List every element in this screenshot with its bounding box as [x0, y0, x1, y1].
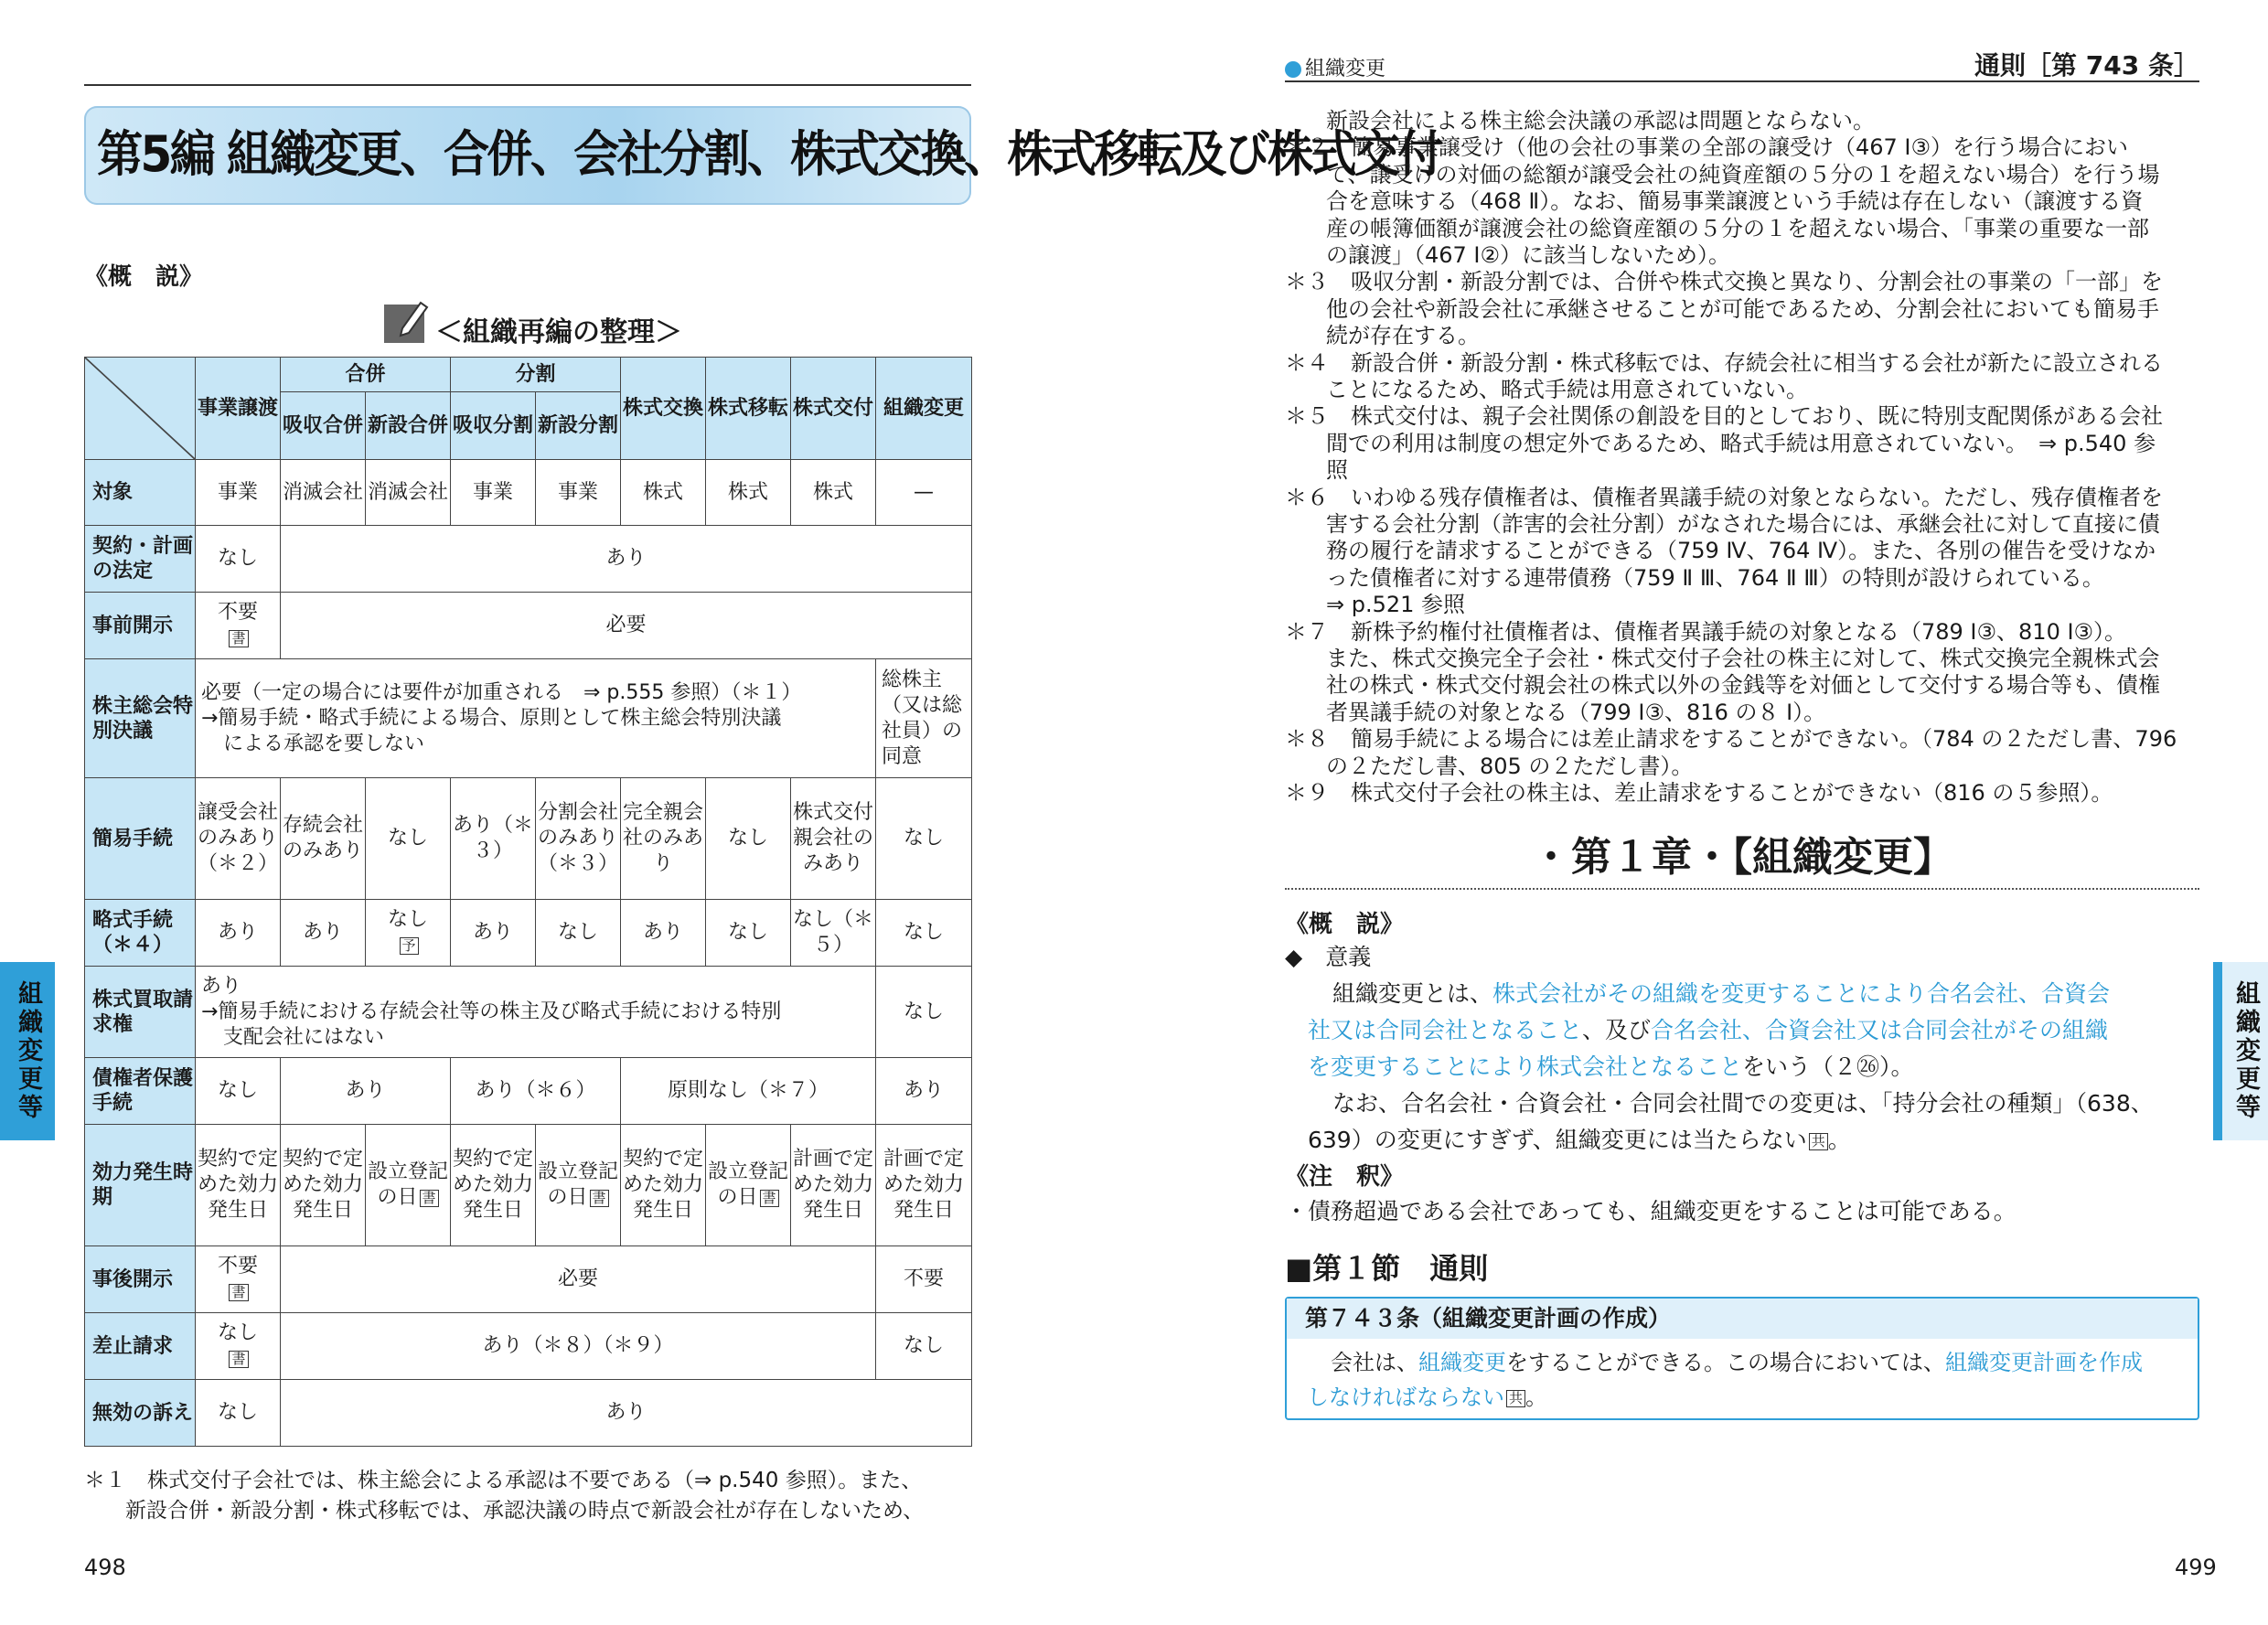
- cell-line: →簡易手続・略式手続による場合、原則として株主総会特別決議: [201, 706, 782, 730]
- highlight-text: 組織変更: [1418, 1350, 1506, 1375]
- reorganization-table: [84, 357, 972, 1447]
- header-section-text: 組織変更: [1305, 58, 1386, 80]
- footnote-line: 務の履行を請求することができる（759 Ⅳ、764 Ⅳ）。また、各別の催告を受けなか: [1326, 538, 2156, 564]
- body-line: [1332, 976, 2110, 1012]
- book-badge: 書: [229, 1351, 248, 1368]
- table-cell: あり（＊８）（＊９）: [281, 1313, 876, 1380]
- table-cell: なし: [196, 1380, 281, 1447]
- table-cell: なし: [706, 778, 791, 900]
- section-gaisetsu: 《概 説》: [1285, 911, 1405, 938]
- table-cell: 消滅会社: [281, 460, 366, 526]
- footnote-line: 合を意味する（468 Ⅱ）。なお、簡易事業譲渡という手続は存在しない（譲渡する資: [1326, 188, 2144, 215]
- body-line: [1308, 1012, 2108, 1049]
- table-cell: なし: [876, 1313, 972, 1380]
- cell-text: 設立登記の日: [368, 1160, 449, 1209]
- footnote-line: 産の帳簿価額が譲渡会社の総資産額の５分の１を超えない場合、「事業の重要な一部: [1326, 215, 2149, 241]
- header-kyuushuu-gappei: 吸収合併: [281, 392, 366, 460]
- table-cell: あり: [281, 526, 972, 593]
- table-cell: あり: [876, 1058, 972, 1125]
- footnote-line: ＊４ 新設合併・新設分割・株式移転では、存続会社に相当する会社が新たに設立される: [1285, 349, 2163, 376]
- row-label: 簡易手続: [85, 778, 196, 900]
- highlight-text: を変更することにより株式会社となること: [1308, 1053, 1743, 1080]
- footnote-line: ＊５ 株式交付は、親子会社関係の創設を目的としており、既に特別支配関係がある会社: [1285, 403, 2163, 430]
- table-cell: なし: [196, 1058, 281, 1125]
- table-row: [85, 460, 972, 526]
- footnote-line: 他の会社や新設会社に承継させることが可能であるため、分割会社においても簡易手: [1326, 295, 2160, 322]
- table-cell: 事業: [196, 460, 281, 526]
- table-cell: あり: [196, 900, 281, 967]
- table-cell: [366, 900, 451, 967]
- footnote-line: の譲渡」（467 Ⅰ②）に該当しないため）。: [1326, 242, 1731, 268]
- header-koufu: 株式交付: [791, 358, 876, 460]
- table-cell: 株式: [621, 460, 706, 526]
- table-cell: 契約で定めた効力発生日: [451, 1125, 536, 1246]
- row-label: 事後開示: [85, 1246, 196, 1313]
- table-row: [85, 778, 972, 900]
- text-run: をすることができる。この場合においては、: [1506, 1350, 1945, 1375]
- footnote-line: の２ただし書、805 の２ただし書）。: [1326, 753, 1694, 779]
- table-cell: なし: [196, 526, 281, 593]
- table-cell: [196, 1313, 281, 1380]
- section-chuushaku: 《注 釈》: [1285, 1163, 1405, 1191]
- book-badge: 書: [760, 1190, 779, 1207]
- body-line: 639）の変更にすぎず、組織変更には当たらない 共 。: [1308, 1127, 1851, 1153]
- book-badge: 書: [229, 630, 248, 647]
- bullet-icon: [1285, 61, 1301, 78]
- table-cell: 完全親会社のみあり: [621, 778, 706, 900]
- part-banner: [84, 106, 1441, 205]
- footnote-line: ＊９ 株式交付子会社の株主は、差止請求をすることができない（816 の５参照）。: [1285, 780, 2113, 806]
- article-box: [1285, 1297, 2199, 1420]
- body-line: ・債務超過である会社であっても、組織変更をすることは可能である。: [1285, 1198, 2017, 1224]
- table-row: [85, 1380, 972, 1447]
- text-run: 、及び: [1582, 1017, 1652, 1043]
- table-cell: 株式: [791, 460, 876, 526]
- highlight-text: しなければならない: [1307, 1384, 1504, 1410]
- body-line: [1308, 1049, 1914, 1085]
- footnote-line: ＊７ 新株予約権付社債権者は、債権者異議手続の対象となる（789 Ⅰ③、810 Ⅰ③）。: [1285, 618, 2127, 645]
- table-row: [85, 1313, 972, 1380]
- table-cell: 株式: [706, 460, 791, 526]
- footnote-line: 新設会社による株主総会決議の承認は問題とならない。: [1326, 108, 1875, 134]
- footnote-line: ＊２ 簡易事業譲受け（他の会社の事業の全部の譲受け（467 Ⅰ③）を行う場合におい: [1285, 134, 2129, 161]
- footnote-line: て、譲受けの対価の総額が譲受会社の純資産額の５分の１を超えない場合）を行う場: [1326, 161, 2160, 187]
- table-cell: 契約で定めた効力発生日: [281, 1125, 366, 1246]
- table-cell: 契約で定めた効力発生日: [196, 1125, 281, 1246]
- header-shinsetsu-bunkatsu: 新設分割: [536, 392, 621, 460]
- table-cell: —: [876, 460, 972, 526]
- row-label: 無効の訴え: [85, 1380, 196, 1447]
- footnote-line: 新設合併・新設分割・株式移転では、承認決議の時点で新設会社が存在しないため、: [125, 1499, 925, 1523]
- header-kyuushuu-bunkatsu: 吸収分割: [451, 392, 536, 460]
- footnote-line: ＊３ 吸収分割・新設分割では、合併や株式交換と異なり、分割会社の事業の「一部」を: [1285, 269, 2163, 295]
- footnote-line: った債権者に対する連帯債務（759 Ⅱ Ⅲ、764 Ⅱ Ⅲ）の特則が設けられている。: [1326, 564, 2104, 591]
- row-label: 対象: [85, 460, 196, 526]
- footnote-line: また、株式交換完全子会社・株式交付子会社の株主に対して、株式交換完全親株式会: [1326, 646, 2160, 671]
- table-cell: 計画で定めた効力発生日: [791, 1125, 876, 1246]
- row-label: 効力発生時期: [85, 1125, 196, 1246]
- row-label: 債権者保護手続: [85, 1058, 196, 1125]
- table-cell: あり: [281, 1380, 972, 1447]
- table-cell: [196, 659, 876, 778]
- header-article: 通則［第 743 条］: [1974, 50, 2199, 80]
- running-header: [1285, 51, 2199, 82]
- table-cell: あり: [281, 1058, 451, 1125]
- cell-text: 不要: [217, 1255, 258, 1278]
- table-cell: あり: [281, 900, 366, 967]
- table-row: [85, 900, 972, 967]
- cell-text: なし: [217, 1321, 258, 1344]
- header-section: [1285, 53, 1385, 81]
- body-line: なお、合名会社・合資会社・合同会社間での変更は、「持分会社の種類」（638、: [1332, 1090, 2154, 1117]
- highlight-text: 合名会社、合資会社又は合同会社がその組織: [1651, 1017, 2109, 1043]
- table-cell: なし: [706, 900, 791, 967]
- page-number: 498: [84, 1555, 126, 1580]
- book-badge: 書: [590, 1190, 609, 1207]
- table-row: [85, 1246, 972, 1313]
- row-label: 差止請求: [85, 1313, 196, 1380]
- page-number: 499: [2175, 1555, 2217, 1580]
- table-cell: 消滅会社: [366, 460, 451, 526]
- table-row: [85, 1125, 972, 1246]
- footnote-line: 間での利用は制度の想定外であるため、略式手続は用意されていない。 ⇒ p.540 参: [1326, 430, 2156, 456]
- book-badge: 書: [420, 1190, 439, 1207]
- table-cell: [196, 593, 281, 659]
- table-cell: [196, 967, 876, 1058]
- article-line: [1307, 1379, 1547, 1416]
- header-gappei: 合併: [281, 358, 451, 392]
- text-run: 639）の変更にすぎず、組織変更には当たらない: [1308, 1127, 1807, 1153]
- table-cell: なし: [876, 778, 972, 900]
- cell-text: 設立登記の日: [538, 1160, 619, 1209]
- cell-text: 設立登記の日: [708, 1160, 789, 1209]
- pencil-icon: [384, 297, 430, 343]
- footnote-line: ＊６ いわゆる残存債権者は、債権者異議手続の対象とならない。ただし、残存債権者を: [1285, 484, 2163, 510]
- table-cell: [536, 1125, 621, 1246]
- cell-text: 不要: [217, 601, 258, 624]
- table-cell: 不要: [876, 1246, 972, 1313]
- table-cell: なし: [876, 967, 972, 1058]
- corner-cell: [85, 358, 196, 460]
- side-tab: 組織変更等: [2213, 962, 2268, 1140]
- article-title: 第７４３条（組織変更計画の作成）: [1287, 1299, 2198, 1339]
- table-cell: なし: [536, 900, 621, 967]
- table-cell: なし: [876, 900, 972, 967]
- common-badge: 共: [1809, 1133, 1828, 1150]
- footnote-line: 続が存在する。: [1326, 323, 1480, 349]
- footnote-line: 社の株式・株式交付親会社の株式以外の金銭等を対価として交付する場合等も、債権: [1326, 672, 2160, 699]
- side-tab: 組織変更等: [0, 962, 55, 1140]
- table-row: [85, 526, 972, 593]
- text-run: をいう（２㉖）。: [1742, 1053, 1914, 1080]
- table-row: [85, 967, 972, 1058]
- cell-line: 支配会社にはない: [223, 1025, 385, 1049]
- row-label: 契約・計画の法定: [85, 526, 196, 593]
- table-row: [85, 593, 972, 659]
- table-cell: 計画で定めた効力発生日: [876, 1125, 972, 1246]
- header-koukan: 株式交換: [621, 358, 706, 460]
- table-cell: 存続会社のみあり: [281, 778, 366, 900]
- table-cell: 必要: [281, 593, 972, 659]
- cell-line: による承認を要しない: [223, 732, 425, 755]
- article-line: [1331, 1344, 2143, 1381]
- table-cell: 事業: [536, 460, 621, 526]
- table-title: ＜組織再編の整理＞: [435, 316, 682, 348]
- row-label: 株式買取請求権: [85, 967, 196, 1058]
- text-run: 会社は、: [1331, 1350, 1418, 1375]
- part-title: 第5編 組織変更、合併、会社分割、株式交換、株式移転及び株式交付: [97, 125, 1441, 183]
- header-iten: 株式移転: [706, 358, 791, 460]
- header-bunkatsu: 分割: [451, 358, 621, 392]
- cell-line: 必要（一定の場合には要件が加重される ⇒ p.555 参照）（＊１）: [201, 680, 802, 704]
- table-cell: なし: [366, 778, 451, 900]
- header-shinsetsu-gappei: 新設合併: [366, 392, 451, 460]
- header-henkou: 組織変更: [876, 358, 972, 460]
- table-cell: 契約で定めた効力発生日: [621, 1125, 706, 1246]
- text-run: 。: [1525, 1384, 1548, 1410]
- table-cell: 譲受会社のみあり（＊２）: [196, 778, 281, 900]
- cell-text: なし: [388, 908, 429, 931]
- footnote-line: 者異議手続の対象となる（799 Ⅰ③、816 の８ Ⅰ）。: [1326, 699, 1826, 725]
- row-label: 事前開示: [85, 593, 196, 659]
- table-cell: 総株主（又は総社員）の同意: [876, 659, 972, 778]
- section-heading: 《概 説》: [84, 263, 204, 291]
- table-cell: あり（＊６）: [451, 1058, 621, 1125]
- footnote-line: ＊１ 株式交付子会社では、株主総会による承認は不要である（⇒ p.540 参照）。また、: [84, 1469, 923, 1492]
- table-cell: 原則なし（＊７）: [621, 1058, 876, 1125]
- highlight-text: 社又は合同会社となること: [1308, 1017, 1583, 1043]
- highlight-text: 組織変更計画を作成: [1945, 1350, 2143, 1375]
- highlight-text: 株式会社がその組織を変更することにより合名会社、合資会: [1492, 980, 2111, 1007]
- table-cell: 分割会社のみあり（＊３）: [536, 778, 621, 900]
- cell-line: →簡易手続における存続会社等の株主及び略式手続における特別: [201, 1000, 782, 1023]
- table-cell: [196, 1246, 281, 1313]
- table-cell: 事業: [451, 460, 536, 526]
- table-row: [85, 659, 972, 778]
- row-label: 略式手続（＊４）: [85, 900, 196, 967]
- table-cell: あり: [621, 900, 706, 967]
- text-run: 組織変更とは、: [1332, 980, 1493, 1007]
- chapter-title: ・第１章・【組織変更】: [1285, 826, 2199, 890]
- subheading-igi: ◆ 意義: [1285, 944, 1372, 970]
- table-cell: あり（＊３）: [451, 778, 536, 900]
- table-cell: 株式交付親会社のみあり: [791, 778, 876, 900]
- book-badge: 予: [400, 937, 419, 955]
- table-cell: 必要: [281, 1246, 876, 1313]
- right-page: [1152, 0, 2268, 1625]
- footnote-line: ことになるため、略式手続は用意されていない。: [1326, 377, 1809, 402]
- table-cell: [366, 1125, 451, 1246]
- footnote-line: ＊８ 簡易手続による場合には差止請求をすることができない。（784 の２ただし書、796: [1285, 726, 2177, 753]
- section-title: ■第１節 通則: [1285, 1251, 1489, 1286]
- table-cell: あり: [451, 900, 536, 967]
- book-badge: 書: [229, 1284, 248, 1301]
- footnote-line: 照: [1326, 457, 1348, 484]
- table-row: [85, 1058, 972, 1125]
- row-label: 株主総会特別決議: [85, 659, 196, 778]
- header-rule: [84, 84, 971, 86]
- header-jigyou: 事業譲渡: [196, 358, 281, 460]
- table-cell: なし（＊５）: [791, 900, 876, 967]
- common-badge: 共: [1506, 1390, 1525, 1407]
- cell-line: あり: [201, 974, 242, 998]
- footnote-line: 害する会社分割（詐害的会社分割）がなされた場合には、承継会社に対して直接に債: [1326, 511, 2160, 537]
- table-cell: [706, 1125, 791, 1246]
- footnote-line: ⇒ p.521 参照: [1326, 592, 1466, 618]
